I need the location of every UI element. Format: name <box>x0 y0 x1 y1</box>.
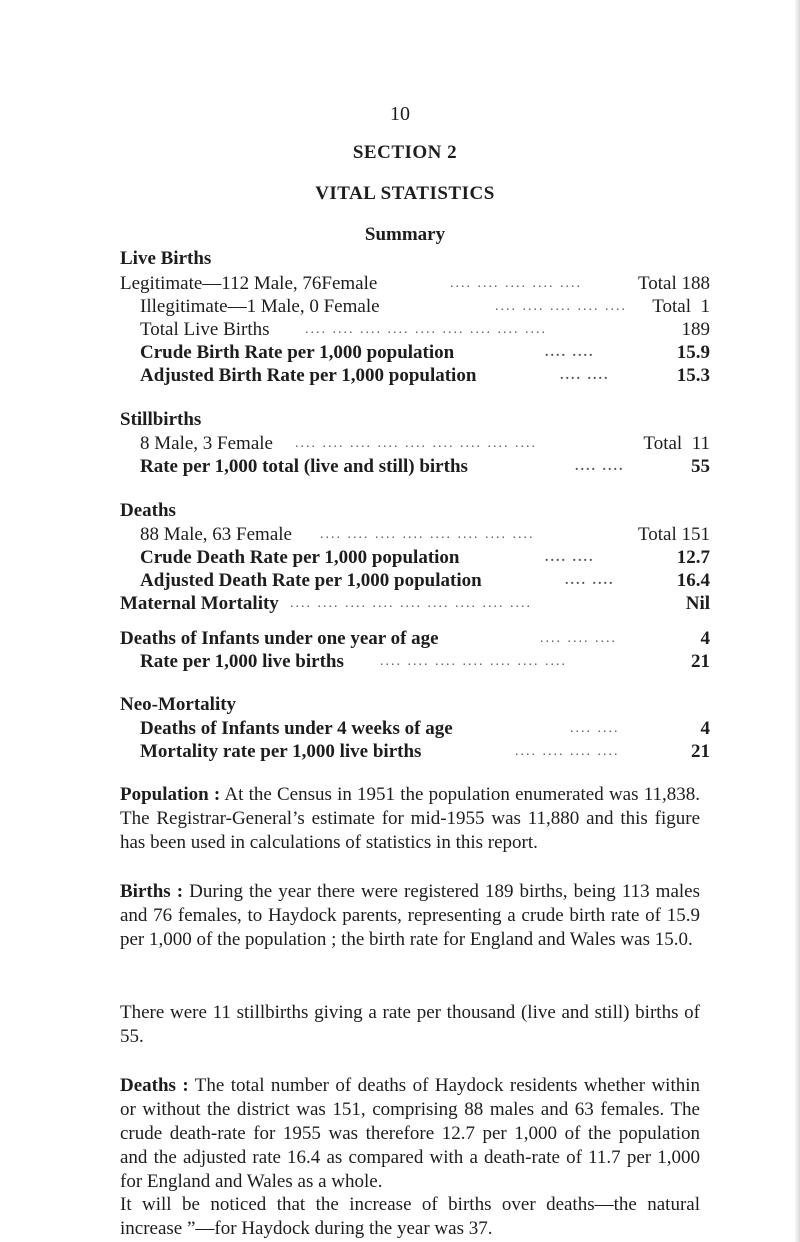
neo-mortality-heading: Neo-Mortality <box>120 694 237 715</box>
adjusted-birth-rate-row <box>120 364 710 388</box>
page-edge-shadow <box>794 0 800 1242</box>
neo-rate-value: 21 <box>691 741 710 762</box>
infant-deaths-value: 4 <box>700 628 710 649</box>
illegitimate-row <box>120 295 710 319</box>
infant-deaths-row <box>120 627 710 651</box>
neo-deaths-label: Deaths of Infants under 4 weeks of age <box>140 718 453 739</box>
deaths-count-value: Total 151 <box>637 524 710 545</box>
maternal-mortality-label: Maternal Mortality <box>120 593 279 614</box>
neo-deaths-row <box>120 717 710 741</box>
section-title: SECTION 2 <box>352 142 458 163</box>
illegitimate-value: Total 1 <box>652 296 710 317</box>
stillbirths-rate-value: 55 <box>691 456 710 477</box>
crude-death-rate-label: Crude Death Rate per 1,000 population <box>140 547 460 568</box>
infant-rate-label: Rate per 1,000 live births <box>140 651 344 672</box>
infant-rate-row <box>120 650 710 674</box>
leader-dots: .... .... .... .... .... <box>495 299 627 314</box>
adjusted-death-rate-row <box>120 569 710 593</box>
leader-dots: .... .... <box>560 368 610 383</box>
page-title: VITAL STATISTICS <box>315 183 495 204</box>
deaths-count-label: 88 Male, 63 Female <box>140 524 292 545</box>
stillbirths-text: There were 11 stillbirths giving a rate per thousand (live and still) births of 55. <box>120 1002 700 1047</box>
maternal-mortality-value: Nil <box>685 593 710 614</box>
deaths-paragraph <box>120 1074 700 1194</box>
crude-death-rate-value: 12.7 <box>676 547 710 568</box>
infant-deaths-label: Deaths of Infants under one year of age <box>120 628 439 649</box>
crude-birth-rate-row <box>120 341 710 365</box>
deaths-count-row <box>120 523 710 547</box>
births-paragraph <box>120 880 700 952</box>
population-text: At the Census in 1951 the population enumerated was 11,838. The Registrar-General’s estimate for mid-1955 was 11,880 and this figure has been used in calculations of statistics in this report. <box>120 784 700 853</box>
leader-dots: .... .... <box>570 721 620 736</box>
live-births-heading: Live Births <box>120 248 212 269</box>
crude-death-rate-row <box>120 546 710 570</box>
leader-dots: .... .... .... .... .... .... .... .... <box>320 527 535 542</box>
increase-paragraph <box>120 1193 700 1241</box>
leader-dots: .... .... <box>575 459 625 474</box>
legitimate-value: Total 188 <box>637 273 710 294</box>
births-lead: Births : <box>120 881 184 902</box>
crude-birth-rate-value: 15.9 <box>676 342 710 363</box>
population-paragraph <box>120 783 700 855</box>
deaths-heading: Deaths <box>120 500 176 521</box>
total-live-births-row <box>120 318 710 342</box>
population-lead: Population : <box>120 784 221 805</box>
crude-birth-rate-label: Crude Birth Rate per 1,000 population <box>140 342 455 363</box>
maternal-mortality-row <box>120 592 710 616</box>
leader-dots: .... .... .... .... .... <box>450 276 582 291</box>
neo-deaths-value: 4 <box>700 718 710 739</box>
leader-dots: .... .... .... .... .... .... .... .... .... <box>290 596 532 611</box>
stillbirths-rate-label: Rate per 1,000 total (live and still) births <box>140 456 468 477</box>
stillbirths-count-value: Total 11 <box>643 433 710 454</box>
leader-dots: .... .... <box>545 345 595 360</box>
stillbirths-rate-row <box>120 455 710 479</box>
leader-dots: .... .... .... .... .... .... .... .... .... <box>295 436 537 451</box>
leader-dots: .... .... .... .... .... .... .... .... .... <box>305 322 547 337</box>
illegitimate-label: Illegitimate—1 Male, 0 Female <box>140 296 380 317</box>
neo-rate-label: Mortality rate per 1,000 live births <box>140 741 422 762</box>
stillbirths-count-row <box>120 432 710 456</box>
deaths-text: The total number of deaths of Haydock residents whether within or without the district was 151, comprising 88 males and 63 females. The crude death-rate for 1955 was therefore 12.7 per 1,000 of the population and the adjusted rate 16.4 as compared with a death-rate of 11.7 per 1,000 for England and Wales as a whole. <box>120 1075 700 1192</box>
leader-dots: .... .... .... .... <box>515 744 620 759</box>
total-live-births-value: 189 <box>681 319 710 340</box>
leader-dots: .... .... <box>565 573 615 588</box>
infant-rate-value: 21 <box>691 651 710 672</box>
stillbirths-count-label: 8 Male, 3 Female <box>140 433 273 454</box>
adjusted-birth-rate-value: 15.3 <box>676 365 710 386</box>
stillbirths-heading: Stillbirths <box>120 409 202 430</box>
legitimate-row <box>120 272 710 296</box>
summary-title: Summary <box>364 224 446 245</box>
adjusted-death-rate-value: 16.4 <box>676 570 710 591</box>
adjusted-death-rate-label: Adjusted Death Rate per 1,000 population <box>140 570 482 591</box>
leader-dots: .... .... <box>545 550 595 565</box>
legitimate-label: Legitimate—112 Male, 76Female <box>120 273 378 294</box>
neo-rate-row <box>120 740 710 764</box>
total-live-births-label: Total Live Births <box>140 319 270 340</box>
stillbirths-paragraph <box>120 1001 700 1049</box>
leader-dots: .... .... .... <box>540 631 617 646</box>
leader-dots: .... .... .... .... .... .... .... <box>380 654 567 669</box>
page-number: 10 <box>390 103 410 125</box>
increase-text: It will be noticed that the increase of births over deaths—the natural increase ”—for Haydock during the year was 37. <box>120 1194 700 1239</box>
births-text: During the year there were registered 189 births, being 113 males and 76 females, to Haydock parents, representing a crude birth rate of 15.9 per 1,000 of the population ; the birth rate for England and Wales was 15.0. <box>120 881 700 950</box>
adjusted-birth-rate-label: Adjusted Birth Rate per 1,000 population <box>140 365 477 386</box>
deaths-lead: Deaths : <box>120 1075 189 1096</box>
